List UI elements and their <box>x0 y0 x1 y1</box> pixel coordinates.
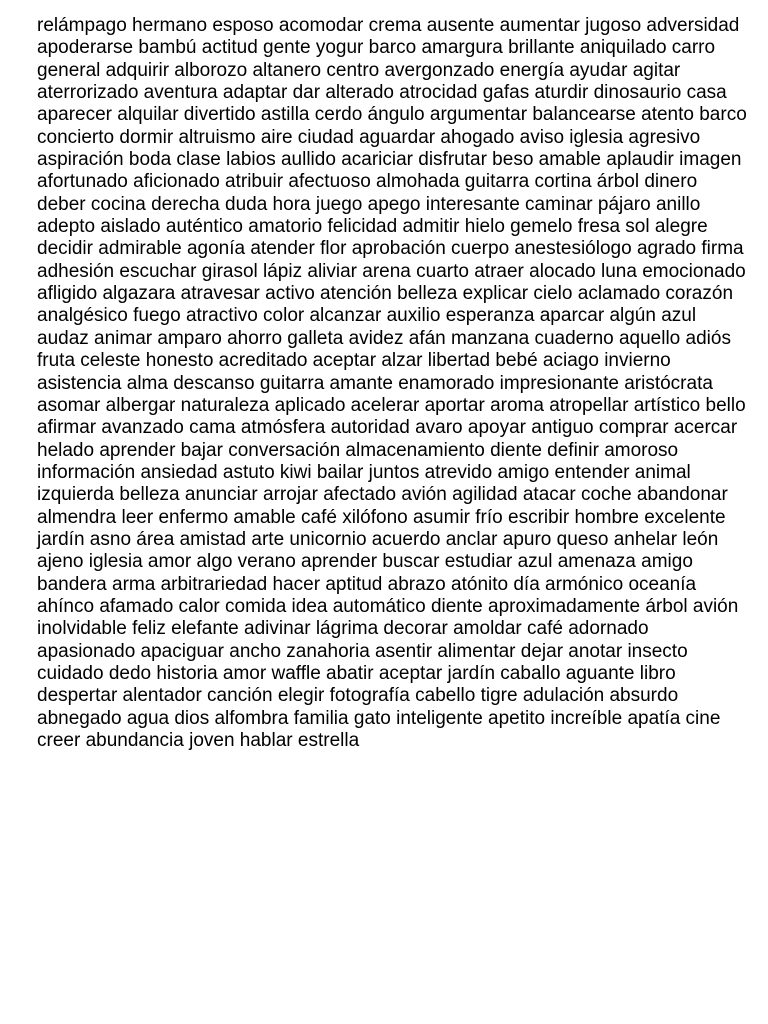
text-line: asomar albergar naturaleza aplicado acelerar aportar aroma atropellar artístico bello <box>37 394 746 416</box>
text-line: ajeno iglesia amor algo verano aprender buscar estudiar azul amenaza amigo <box>37 551 693 573</box>
text-line: general adquirir alborozo altanero centro avergonzado energía ayudar agitar <box>37 59 681 81</box>
text-line: izquierda belleza anunciar arrojar afectado avión agilidad atacar coche abandonar <box>37 484 728 506</box>
text-line: apoderarse bambú actitud gente yogur barco amargura brillante aniquilado carro <box>37 37 716 59</box>
text-line: afirmar avanzado cama atmósfera autoridad avaro apoyar antiguo comprar acercar <box>37 417 738 439</box>
text-line: abnegado agua dios alfombra familia gato inteligente apetito increíble apatía cine <box>37 707 721 729</box>
text-line: afortunado aficionado atribuir afectuoso almohada guitarra cortina árbol dinero <box>37 171 698 193</box>
text-line: cuidado dedo historia amor waffle abatir aceptar jardín caballo aguante libro <box>37 662 676 684</box>
text-line: audaz animar amparo ahorro galleta avidez afán manzana cuaderno aquello adiós <box>37 327 731 349</box>
text-line: apasionado apaciguar ancho zanahoria asentir alimentar dejar anotar insecto <box>37 640 688 662</box>
text-line: relámpago hermano esposo acomodar crema ausente aumentar jugoso adversidad <box>37 15 740 36</box>
text-line: decidir admirable agonía atender flor aprobación cuerpo anestesiólogo agrado firma <box>37 238 744 260</box>
text-line: fruta celeste honesto acreditado aceptar alzar libertad bebé aciago invierno <box>37 350 671 372</box>
text-line: aspiración boda clase labios aullido acariciar disfrutar beso amable aplaudir imagen <box>37 149 742 171</box>
text-line: despertar alentador canción elegir fotografía cabello tigre adulación absurdo <box>37 685 679 707</box>
text-line: inolvidable feliz elefante adivinar lágrima decorar amoldar café adornado <box>37 618 649 640</box>
text-line: ahínco afamado calor comida idea automático diente aproximadamente árbol avión <box>37 595 739 617</box>
text-line: información ansiedad astuto kiwi bailar juntos atrevido amigo entender animal <box>37 461 691 483</box>
text-line: analgésico fuego atractivo color alcanzar auxilio esperanza aparcar algún azul <box>37 305 697 327</box>
text-line: deber cocina derecha duda hora juego apego interesante caminar pájaro anillo <box>37 193 701 215</box>
text-line: adepto aislado auténtico amatorio felicidad admitir hielo gemelo fresa sol alegre <box>37 216 708 238</box>
text-line: concierto dormir altruismo aire ciudad aguardar ahogado aviso iglesia agresivo <box>37 126 701 148</box>
text-line: jardín asno área amistad arte unicornio acuerdo anclar apuro queso anhelar león <box>37 528 719 550</box>
text-line: almendra leer enfermo amable café xilófono asumir frío escribir hombre excelente <box>37 506 726 528</box>
text-line: helado aprender bajar conversación almacenamiento diente definir amoroso <box>37 439 679 461</box>
text-line: aterrorizado aventura adaptar dar alterado atrocidad gafas aturdir dinosaurio casa <box>37 82 727 104</box>
text-line: asistencia alma descanso guitarra amante enamorado impresionante aristócrata <box>37 372 713 394</box>
text-line: bandera arma arbitrariedad hacer aptitud abrazo atónito día armónico oceanía <box>37 573 697 595</box>
text-line: aparecer alquilar divertido astilla cerdo ángulo argumentar balancearse atento barco <box>37 104 747 126</box>
text-line: adhesión escuchar girasol lápiz aliviar arena cuarto atraer alocado luna emocionado <box>37 260 746 282</box>
word-list-text-block <box>37 15 747 752</box>
text-line: creer abundancia joven hablar estrella <box>37 730 360 751</box>
text-line: afligido algazara atravesar activo atención belleza explicar cielo aclamado corazón <box>37 283 734 305</box>
